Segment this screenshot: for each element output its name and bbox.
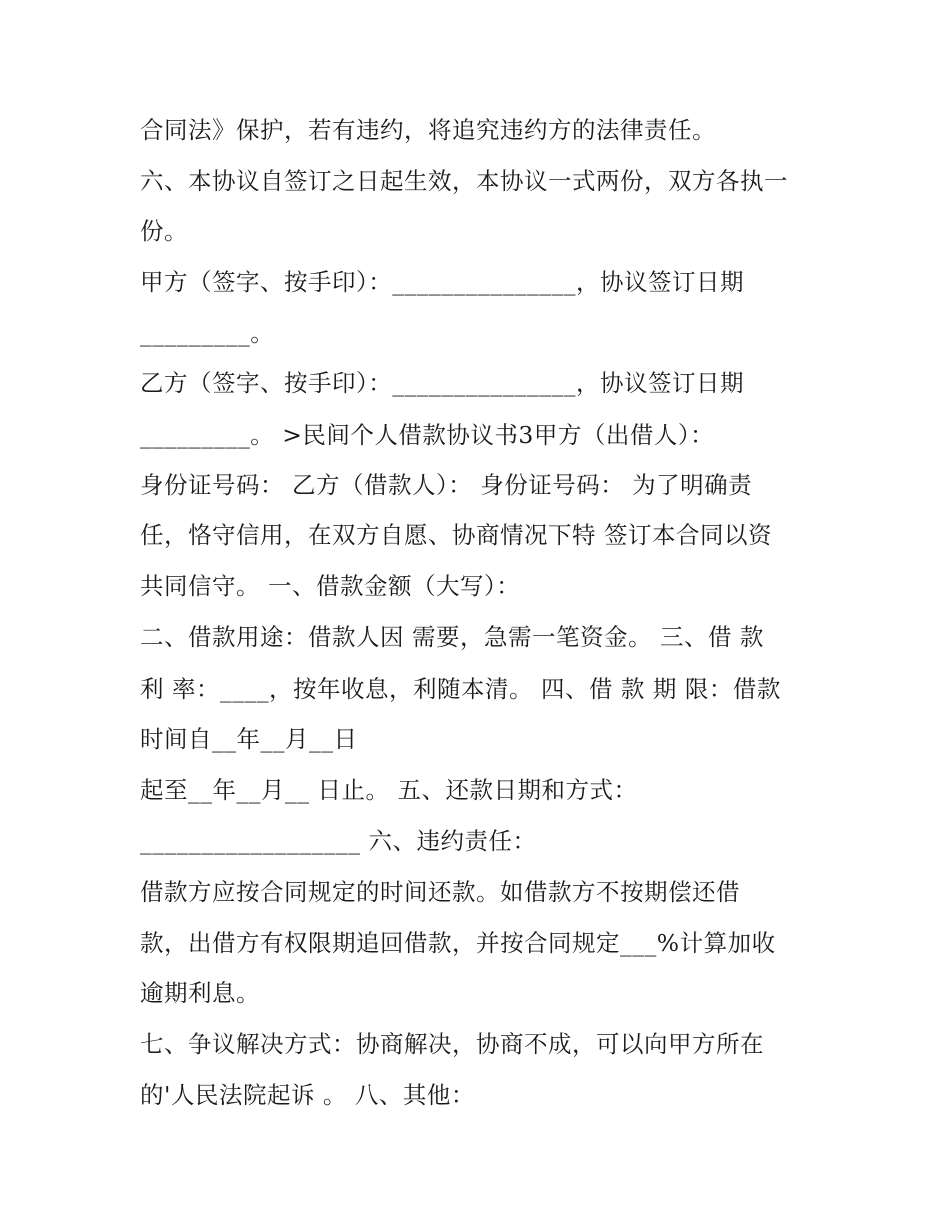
text-line: 逾期利息。 [140,979,260,1007]
text-line: 共同信守。 一、借款金额（大写）： [140,572,521,600]
text-line: 利 率：____，按年收息，利随本清。 四、借 款 期 限：借款 [140,675,781,703]
text-line: 任，恪守信用，在双方自愿、协商情况下特 签订本合同以资 [140,521,772,549]
text-line: 时间自__年__月__日 [140,725,358,753]
text-line: 合同法》保护，若有违约，将追究违约方的法律责任。 [140,116,716,144]
text-line: 起至__年__月__ 日止。 五、还款日期和方式： [140,776,638,804]
text-line: 身份证号码： 乙方（借款人）： 身份证号码： 为了明确责 [140,471,753,499]
text-line: 七、争议解决方式：协商解决，协商不成，可以向甲方所在 [140,1030,764,1058]
text-line: 借款方应按合同规定的时间还款。如借款方不按期偿还借 [140,878,740,906]
text-line: _________。 [140,319,275,347]
text-line: _________。 >民间个人借款协议书3甲方（出借人）： [140,421,715,449]
text-line: 份。 [140,217,188,245]
text-line: __________________ 六、违约责任： [140,827,537,855]
text-line: 甲方（签字、按手印）：_______________，协议签订日期 [140,268,744,296]
text-line: 的'人民法院起诉 。 八、其他： [140,1081,475,1109]
text-line: 二、借款用途：借款人因 需要，急需一笔资金。 三、借 款 [140,623,764,651]
text-line: 乙方（签字、按手印）：_______________，协议签订日期 [140,369,744,397]
text-line: 款，出借方有权限期追回借款，并按合同规定___%计算加收 [140,929,776,957]
text-line: 六、本协议自签订之日起生效，本协议一式两份，双方各执一 [140,167,788,195]
